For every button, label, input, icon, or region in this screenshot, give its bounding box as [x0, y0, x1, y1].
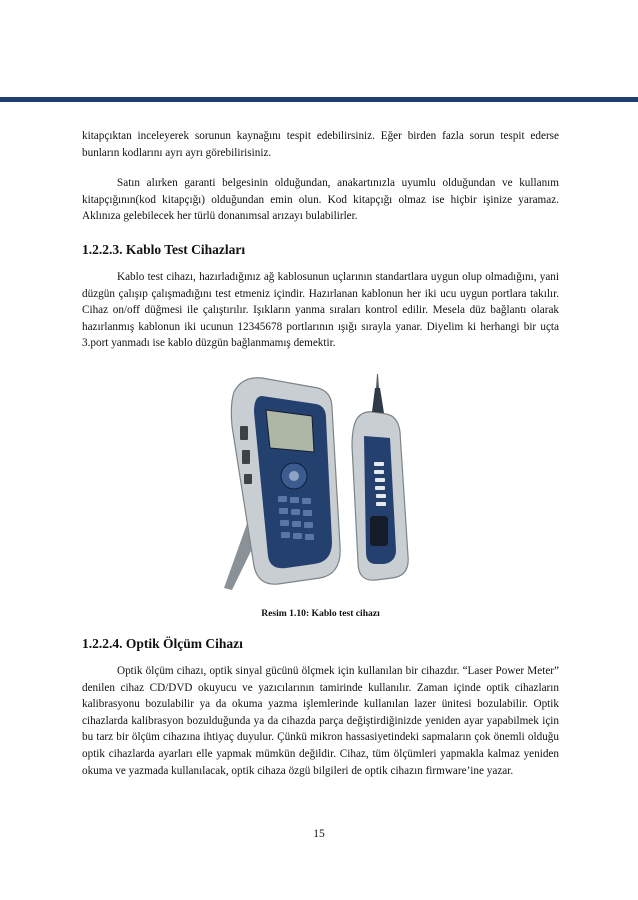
remote-unit-probe-tip: [376, 374, 379, 388]
paragraph-warranty: Satın alırken garanti belgesinin olduğundan, anakartınızla uyumlu olduğundan ve kullanım kitapçığının(kod kitapçığı) olduğundan emin olun. Kod kitapçığı olmaz ise hiçbir işinize yaramaz. Aklınıza gelebilecek her türlü donanımsal arızayı bulabilirler.: [82, 177, 559, 223]
remote-unit-probe: [372, 388, 384, 413]
navigation-wheel-center: [289, 471, 299, 481]
page-content: [82, 128, 559, 779]
paragraph-optical-meter: Optik ölçüm cihazı, optik sinyal gücünü ölçmek için kullanılan bir cihazdır. “Laser Power Meter” denilen cihaz CD/DVD okuyucu ve yazıcılarının tamirinde kullanılır. Zaman içinde optik cihazların kalibrasyonu bozulabilir ya da okuma yazma işlemlerinde kullanılan lazer ünitesi bozulabilir. Optik cihazlarda kalibrasyon bozulduğunda ya da cihazda parça değiştirdiğinizde yeniden ayar yapabilmek için bu tarz bir ölçüm cihazına ihtiyaç duyulur. Çünkü mikron hassasiyetindeki sapmaların çok önemli olduğu optik cihazlarda ayarları elle yapmak mümkün değildir. Cihaz, tüm ölçümleri yapmakla kalmaz yeniden okuma ve yazmada kullanılacak, optik cihaza özgü bilgileri de optik cihazın firmware’ine yazar.: [82, 664, 559, 777]
section-heading-cable-tester: 1.2.2.3. Kablo Test Cihazları: [82, 241, 246, 257]
figure-caption: Resim 1.10: Kablo test cihazı: [261, 607, 380, 619]
figure-cable-tester: [82, 366, 559, 606]
paragraph-continued: kitapçıktan inceleyerek sorunun kaynağını tespit edebilirsiniz. Eğer birden fazla sorun tespit ederse bunların kodlarını ayrı ayrı görebilirisiniz.: [82, 130, 559, 159]
paragraph-cable-tester: Kablo test cihazı, hazırladığınız ağ kablosunun uçlarının standartlara uygun olup olmadığını, yani düzgün çalışıp çalışmadığını test etmeniz içindir. Hazırlanan kablonun her iki ucu uygun portlara takılır. Cihaz on/off düğmesi ile çalıştırılır. Işıkların yanma sıraları kontrol edilir. Mesela düz bağlantı olarak hazırlanmış kablonun iki ucunun 12345678 portlarının ışığı sırayla yanar. Diyelim ki herhangi bir uçta 3.port yanmadı ise kablo düzgün bağlanmamış demektir.: [82, 270, 559, 350]
remote-unit-window: [370, 516, 388, 546]
header-rule: [0, 97, 638, 102]
cable-tester-photo: [82, 366, 559, 606]
main-unit-screen: [266, 410, 314, 452]
section-heading-optical-meter: 1.2.2.4. Optik Ölçüm Cihazı: [82, 635, 243, 651]
page-number: 15: [313, 828, 325, 840]
